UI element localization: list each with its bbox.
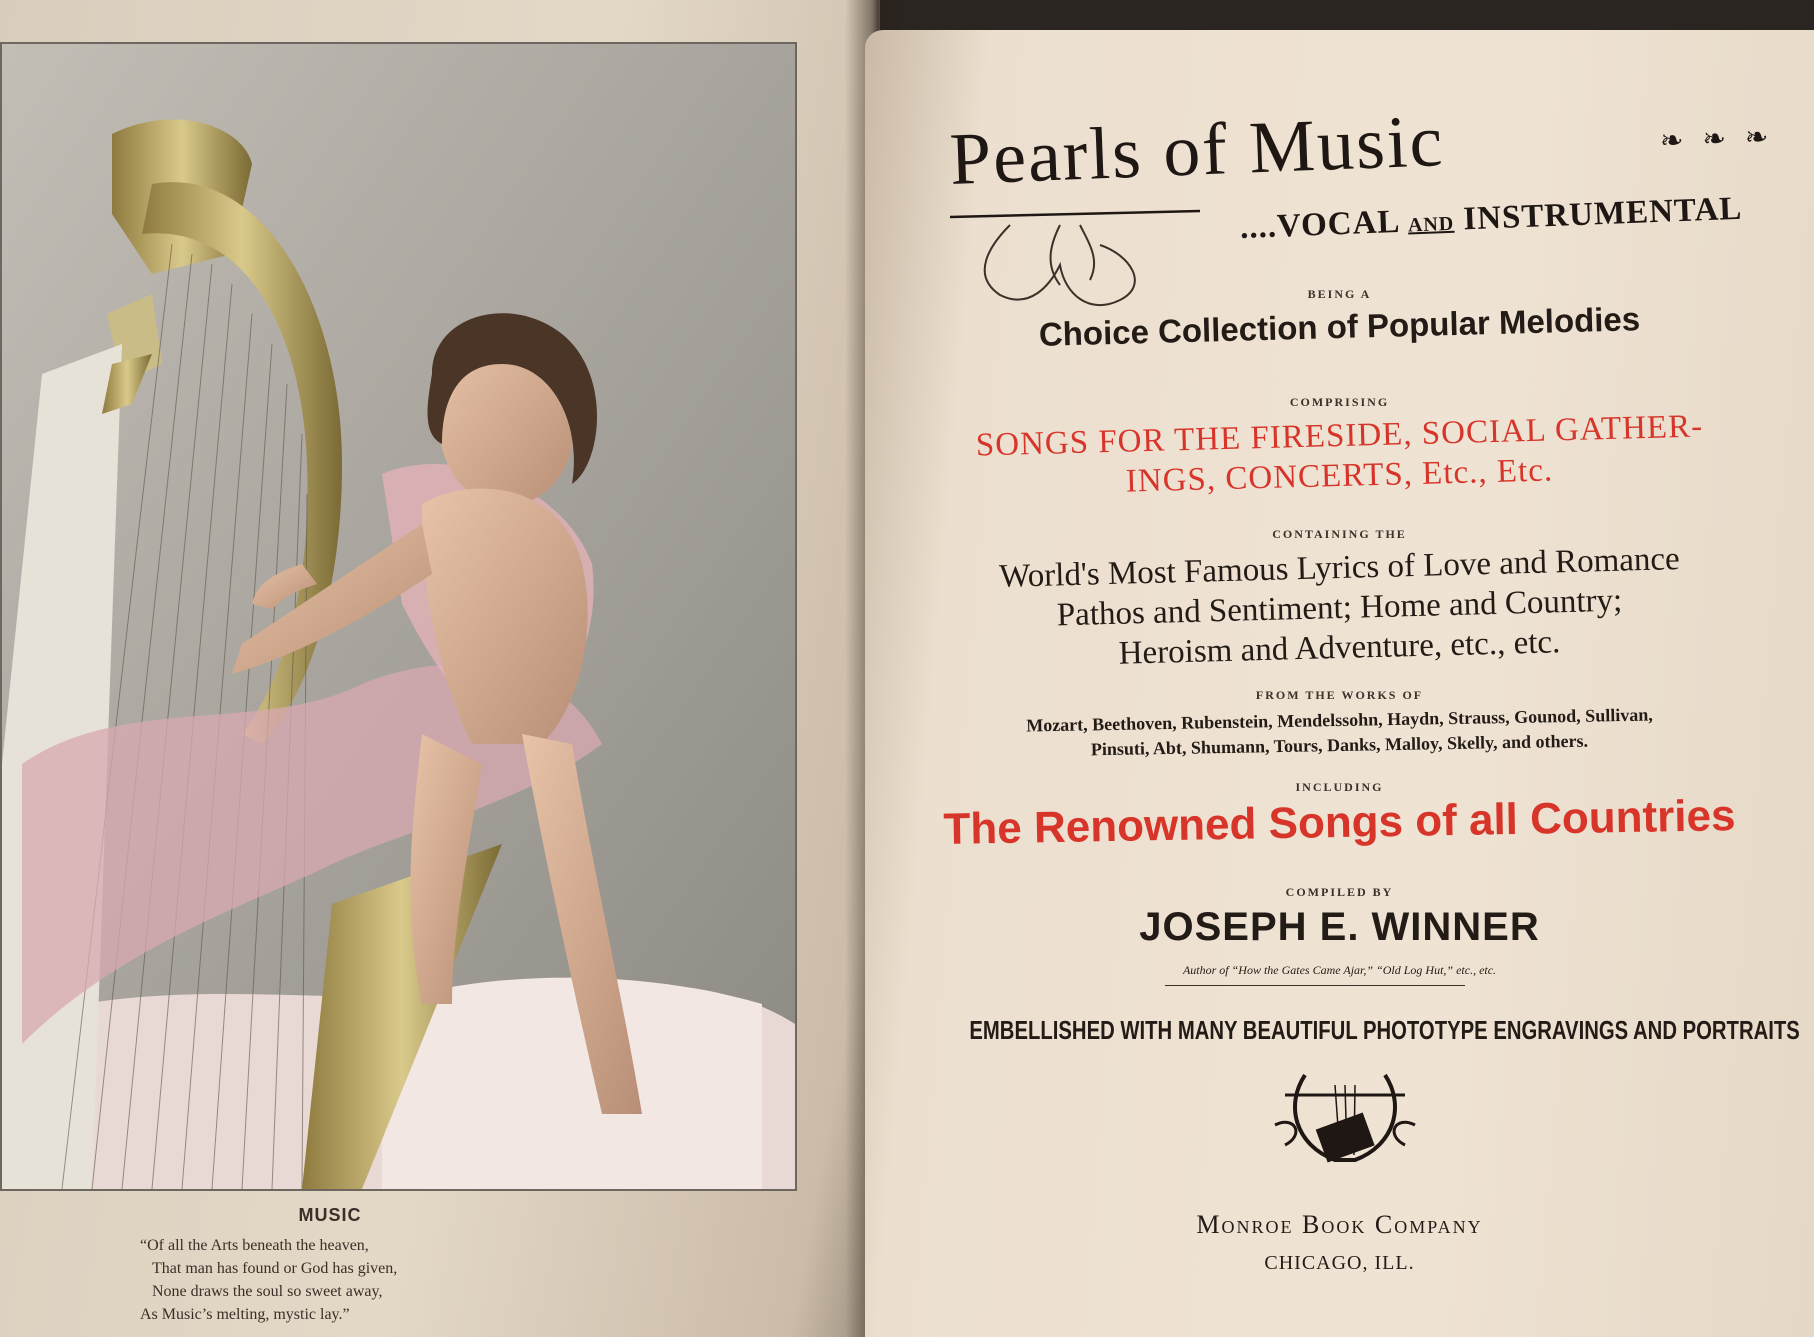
from-works-label: FROM THE WORKS OF bbox=[1255, 688, 1424, 702]
frontispiece-photo bbox=[0, 42, 797, 1191]
embellished-line: EMBELLISHED WITH MANY BEAUTIFUL PHOTOTYPE ENGRAVINGS AND PORTRAITS bbox=[969, 1015, 1800, 1045]
right-page bbox=[865, 30, 1814, 1337]
lyrics-line-2: Pathos and Sentiment; Home and Country; bbox=[1056, 582, 1623, 634]
including-label: INCLUDING bbox=[1295, 780, 1384, 794]
caption-line: “Of all the Arts beneath the heaven, bbox=[140, 1237, 369, 1254]
lyre-ornament-icon bbox=[1265, 1065, 1425, 1175]
divider bbox=[1165, 985, 1465, 986]
songs-line-1: SONGS FOR THE FIRESIDE, SOCIAL GATHER- bbox=[975, 408, 1704, 464]
subtitle-post: INSTRUMENTAL bbox=[1453, 190, 1743, 238]
subtitle bbox=[1239, 191, 1743, 247]
caption-line: None draws the soul so sweet away, bbox=[152, 1283, 383, 1300]
composers-line-1: Mozart, Beethoven, Rubenstein, Mendelssohn, Haydn, Strauss, Gounod, Sullivan, bbox=[1026, 704, 1653, 736]
lyrics-line-3: Heroism and Adventure, etc., etc. bbox=[1118, 624, 1561, 672]
renowned-songs-heading: The Renowned Songs of all Countries bbox=[943, 791, 1736, 854]
author-note: Author of “How the Gates Came Ajar,” “Old Log Hut,” etc., etc. bbox=[1182, 963, 1497, 977]
author-name: JOSEPH E. WINNER bbox=[1139, 905, 1540, 949]
caption-title: MUSIC bbox=[298, 1205, 362, 1225]
compiled-by-label: COMPILED BY bbox=[1285, 885, 1394, 899]
book-title: Pearls of Music bbox=[948, 100, 1446, 201]
songs-line-2: INGS, CONCERTS, Etc., Etc. bbox=[1125, 452, 1554, 500]
publisher-name: Monroe Book Company bbox=[1196, 1210, 1483, 1239]
lyrics-line-1: World's Most Famous Lyrics of Love and Romance bbox=[998, 541, 1681, 595]
flourish-ornament-icon bbox=[950, 205, 1210, 325]
subtitle-pre: ....VOCAL bbox=[1239, 203, 1409, 246]
harp-child-illustration bbox=[2, 44, 795, 1189]
left-page bbox=[0, 0, 880, 1337]
publisher-city: CHICAGO, ILL. bbox=[1264, 1252, 1415, 1274]
caption-line: As Music’s melting, mystic lay.” bbox=[140, 1306, 350, 1323]
frontispiece-caption bbox=[140, 1205, 560, 1326]
containing-label: CONTAINING THE bbox=[1272, 527, 1407, 541]
being-a-label: BEING A bbox=[1307, 287, 1372, 301]
composers-line-2: Pinsuti, Abt, Shumann, Tours, Danks, Malloy, Skelly, and others. bbox=[1090, 730, 1589, 760]
comprising-label: COMPRISING bbox=[1289, 395, 1390, 409]
title-ornament-icon: ❧ ❧ ❧ bbox=[1659, 121, 1775, 158]
subtitle-and: AND bbox=[1407, 212, 1455, 237]
caption-line: That man has found or God has given, bbox=[152, 1260, 398, 1277]
choice-collection-heading: Choice Collection of Popular Melodies bbox=[1038, 300, 1641, 353]
